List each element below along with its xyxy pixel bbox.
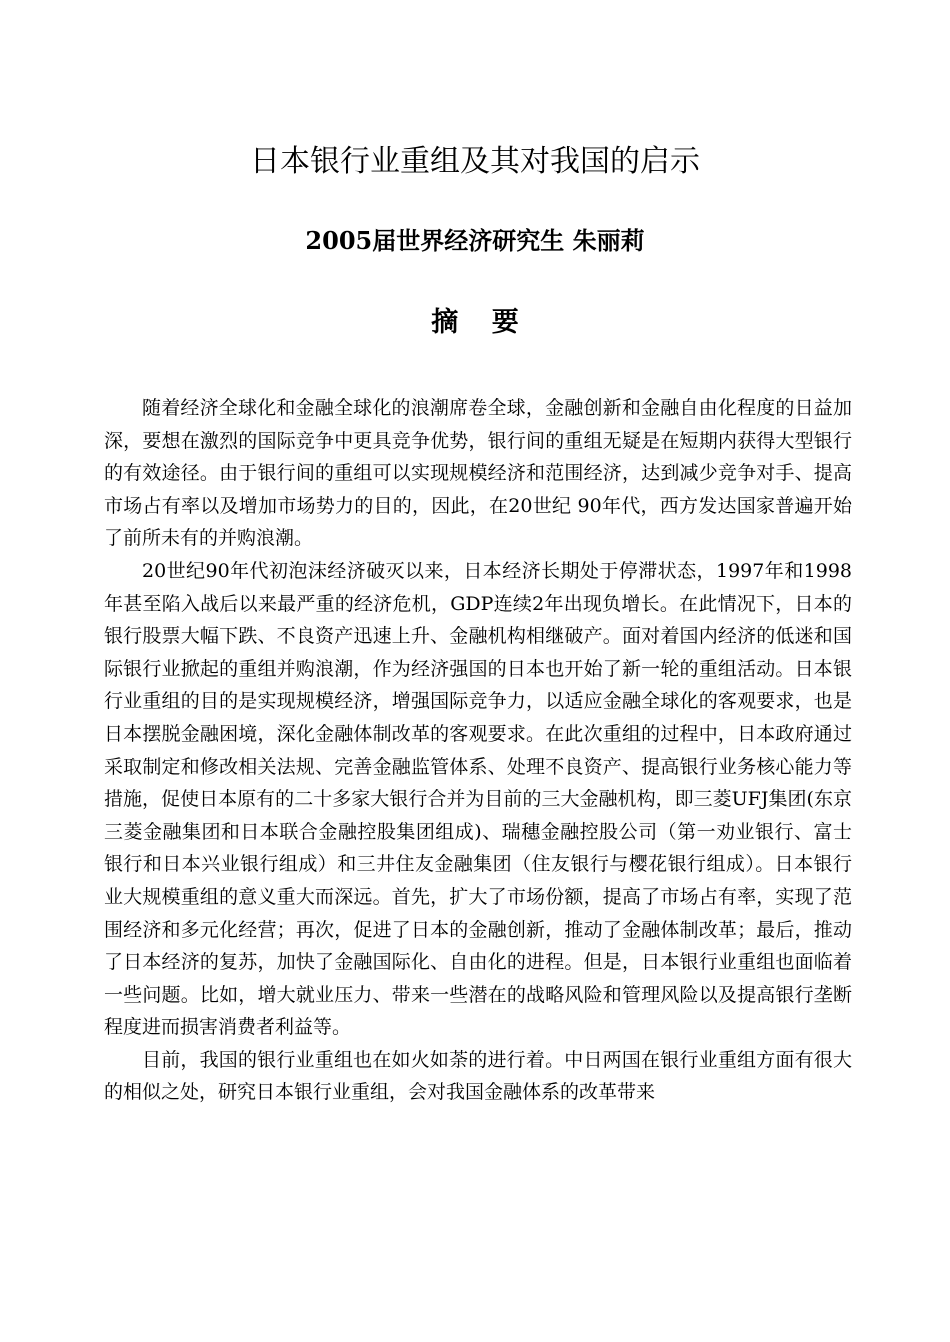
abstract-paragraph-1: 随着经济全球化和金融全球化的浪潮席卷全球，金融创新和金融自由化程度的日益加深，要想在激烈的国际竞争中更具竞争优势，银行间的重组无疑是在短期内获得大型银行的有效途径。由于银行间的重组可以实现规模经济和范围经济，达到减少竞争对手、提高市场占有率以及增加市场势力的目的，因此，在20世纪 90年代，西方发达国家普遍开始了前所未有的并购浪潮。 [104,397,852,550]
author-line: 2005届世界经济研究生 朱丽莉 [305,226,645,255]
abstract-paragraph-3: 目前，我国的银行业重组也在如火如荼的进行着。中日两国在银行业重组方面有很大的相似之处，研究日本银行业重组，会对我国金融体系的改革带来 [104,1048,852,1104]
abstract-body [104,392,852,1109]
document-title: 日本银行业重组及其对我国的启示 [250,144,700,179]
abstract-paragraph-2: 20世纪90年代初泡沫经济破灭以来，日本经济长期处于停滞状态，1997年和1998年甚至陷入战后以来最严重的经济危机，GDP连续2年出现负增长。在此情况下，日本的银行股票大幅下跌、不良资产迅速上升、金融机构相继破产。面对着国内经济的低迷和国际银行业掀起的重组并购浪潮，作为经济强国的日本也开始了新一轮的重组活动。日本银行业重组的目的是实现规模经济，增强国际竞争力，以适应金融全球化的客观要求，也是日本摆脱金融困境，深化金融体制改革的客观要求。在此次重组的过程中，日本政府通过采取制定和修改相关法规、完善金融监管体系、处理不良资产、提高银行业务核心能力等措施，促使日本原有的二十多家大银行合并为目前的三大金融机构，即三菱UFJ集团(东京三菱金融集团和日本联合金融控股集团组成)、瑞穗金融控股公司（第一劝业银行、富士银行和日本兴业银行组成）和三井住友金融集团（住友银行与樱花银行组成）。日本银行业大规模重组的意义重大而深远。首先，扩大了市场份额，提高了市场占有率，实现了范围经济和多元化经营；再次，促进了日本的金融创新，推动了金融体制改革；最后，推动了日本经济的复苏，加快了金融国际化、自由化的进程。但是，日本银行业重组也面临着一些问题。比如，增大就业压力、带来一些潜在的战略风险和管理风险以及提高银行垄断程度进而损害消费者利益等。 [104,559,852,1039]
abstract-heading: 摘 要 [431,307,531,338]
